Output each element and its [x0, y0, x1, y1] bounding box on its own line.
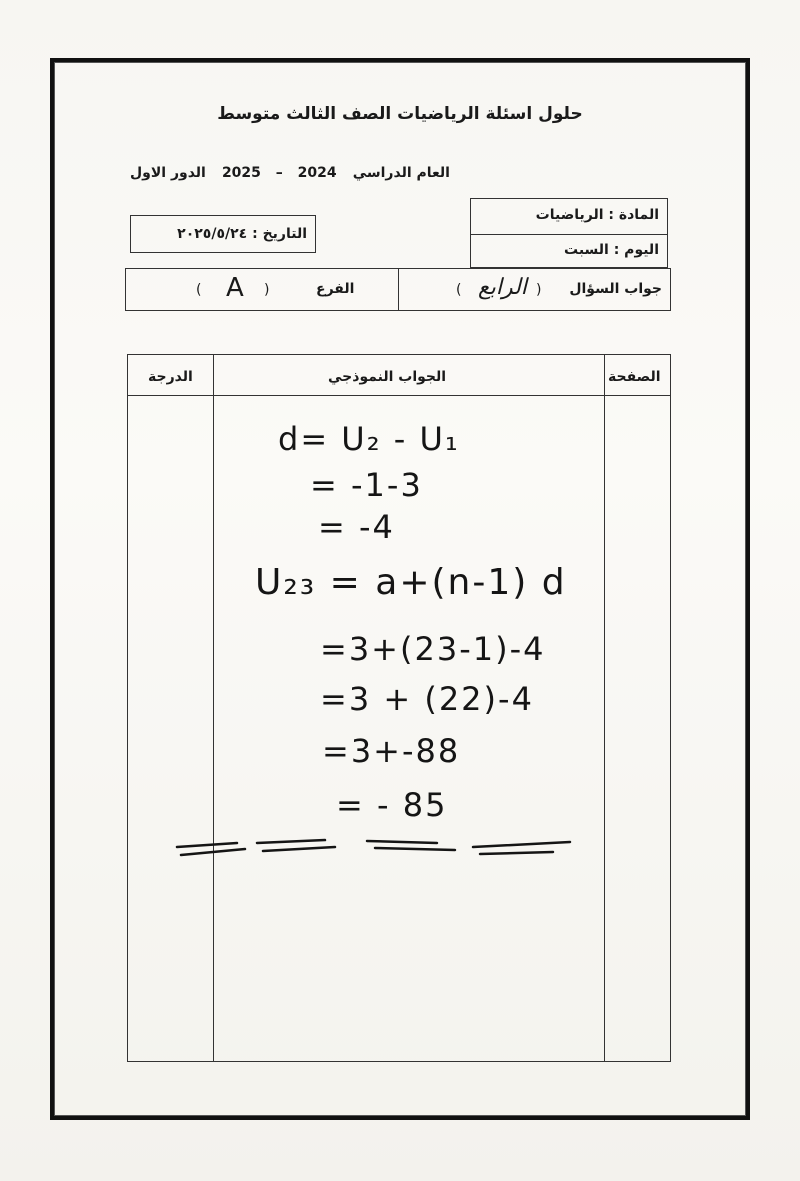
table-col-divider-2 — [604, 355, 605, 1061]
bar-divider — [398, 269, 399, 310]
day-text: اليوم : السبت — [564, 242, 659, 258]
subject-text: المادة : الرياضيات — [535, 207, 659, 223]
session-label: الدور الاول — [130, 165, 206, 181]
year-from: 2024 — [297, 165, 337, 181]
close-paren: ) — [264, 282, 270, 298]
branch-value: A — [226, 273, 244, 303]
year-range — [222, 165, 337, 181]
question-branch-bar — [125, 268, 671, 311]
end-underline-strokes — [175, 833, 575, 863]
date-text: التاريخ : ٢٠٢٥/٥/٢٤ — [177, 226, 307, 242]
question-label: جواب السؤال — [569, 281, 662, 297]
open-paren: ( — [196, 282, 202, 298]
subject-divider — [471, 234, 667, 235]
solution-line-1: d= U₂ - U₁ — [278, 420, 460, 458]
subject-day-box — [470, 198, 668, 268]
table-header-line — [128, 395, 670, 396]
close-paren-2: ) — [536, 282, 542, 298]
solution-line-8: = - 85 — [336, 786, 448, 824]
col-answer-header: الجواب النموذجي — [328, 369, 447, 385]
table-col-divider-1 — [213, 355, 214, 1061]
solution-line-6: =3 + (22)-4 — [320, 680, 534, 718]
page-title: حلول اسئلة الرياضيات الصف الثالث متوسط — [217, 104, 583, 124]
open-paren-2: ( — [456, 282, 462, 298]
academic-year-label: العام الدراسي — [352, 165, 450, 181]
date-box — [130, 215, 316, 253]
question-value: الرابع — [478, 275, 527, 300]
academic-year-line — [130, 165, 450, 181]
solution-line-2: = -1-3 — [310, 466, 423, 504]
col-page-header: الصفحة — [608, 369, 661, 385]
solution-line-3: = -4 — [318, 508, 395, 546]
solution-line-4: U₂₃ = a+(n-1) d — [255, 562, 567, 603]
solution-line-7: =3+-88 — [322, 732, 461, 770]
col-grade-header: الدرجة — [148, 369, 193, 385]
year-to: 2025 — [221, 165, 261, 181]
year-dash: – — [275, 165, 283, 181]
branch-label: الفرع — [316, 281, 355, 297]
solution-line-5: =3+(23-1)-4 — [320, 630, 546, 668]
